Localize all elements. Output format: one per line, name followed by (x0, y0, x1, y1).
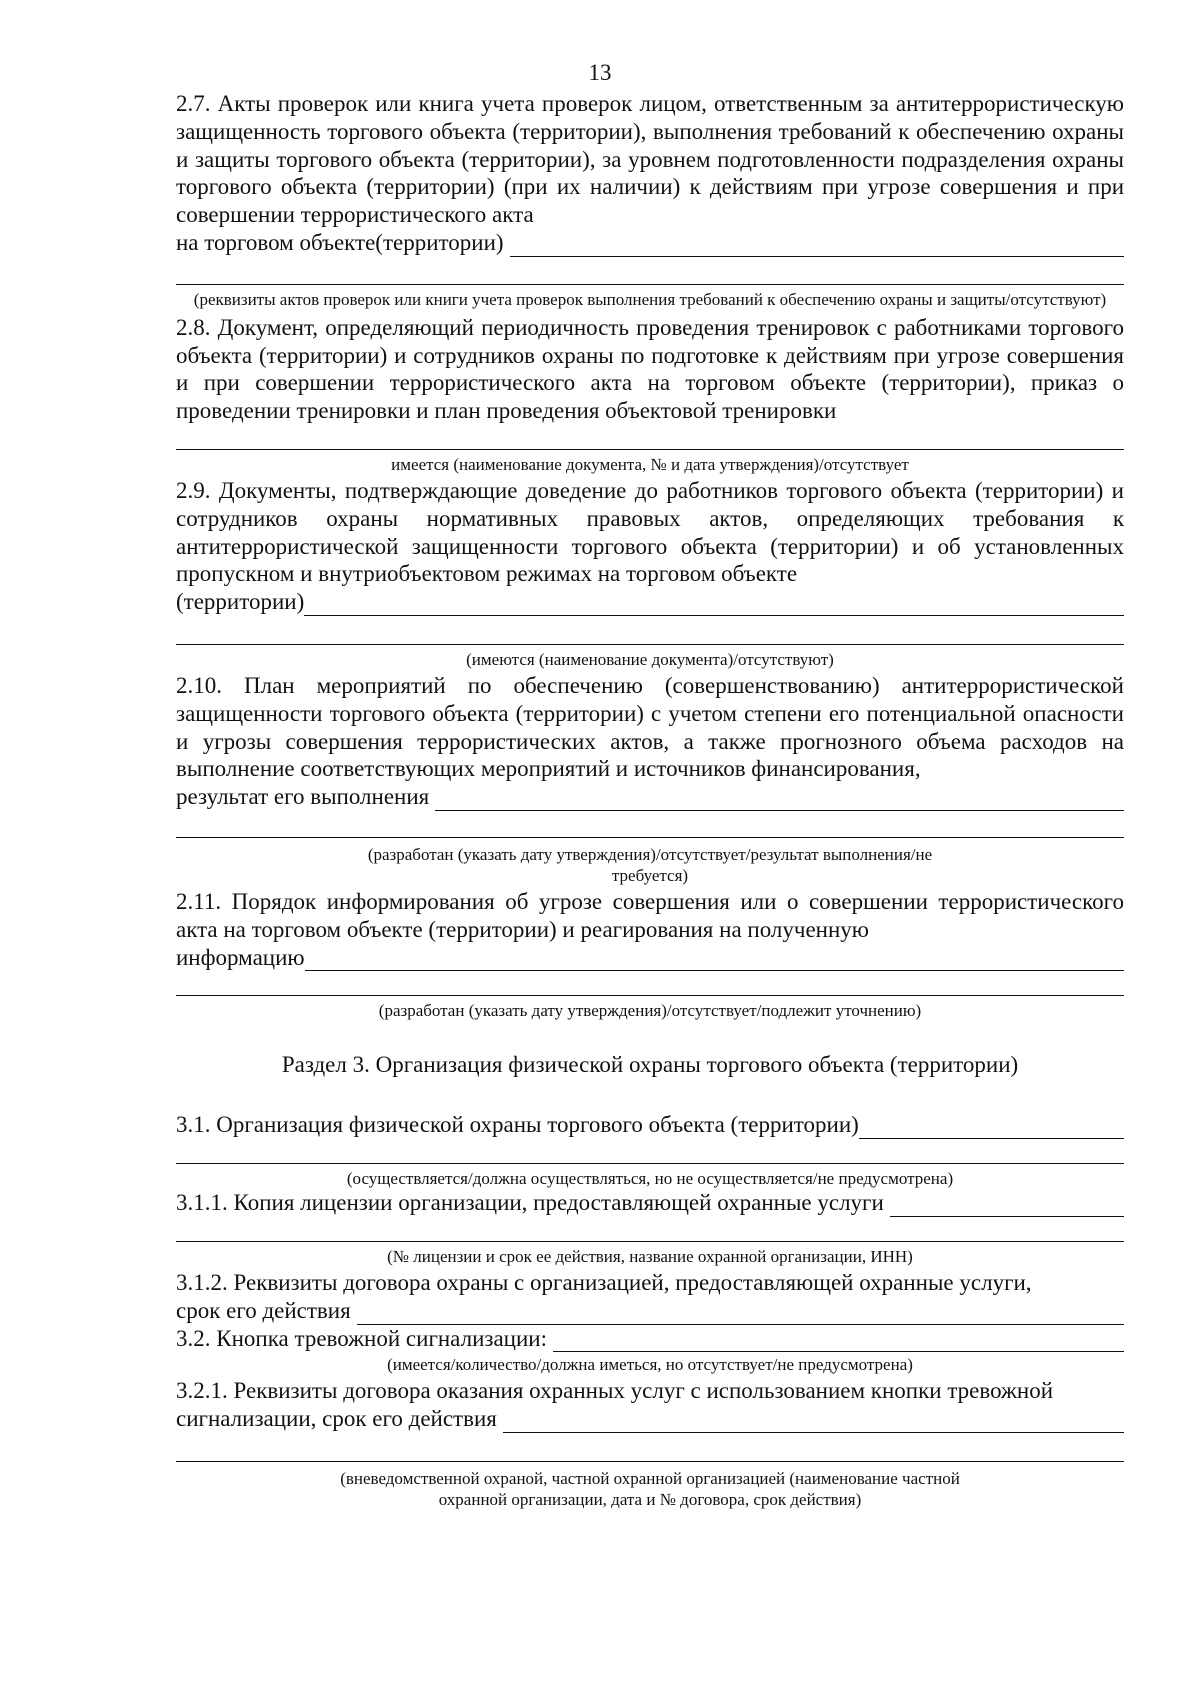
item-2-10-caption: (разработан (указать дату утверждения)/отсутствует/результат выполнения/не требуется) (367, 844, 933, 885)
item-2-8-text: 2.8. Документ, определяющий периодичность проведения тренировок с работниками торгового объекта (территории) и сотрудников охраны по подготовке к действиям при угрозе совершения и при совершении террористического акта на торговом объекте (территории), приказ о проведении тренировки и план проведения объектовой тренировки (176, 314, 1124, 424)
item-2-11-blank (305, 950, 1124, 971)
item-3-2-caption: (имеется/количество/должна иметься, но отсутствует/не предусмотрена) (387, 1355, 913, 1375)
item-3-2-tail (176, 1325, 1124, 1353)
page-number: 13 (588, 60, 612, 85)
item-3-2-1-text: 3.2.1. Реквизиты договора оказания охранных услуг с использованием кнопки тревожной (176, 1378, 1054, 1404)
item-3-2-1-caption: (вневедомственной охраной, частной охранной организацией (наименование частной охранной организации, дата и № договора, срок действия) (340, 1468, 960, 1509)
item-3-1-blank (859, 1118, 1124, 1139)
item-2-8-rule (176, 449, 1124, 450)
document-body (176, 90, 1124, 1510)
item-2-9-caption: (имеются (наименование документа)/отсутствуют) (466, 649, 834, 669)
item-2-7-rule (176, 284, 1124, 285)
item-2-10-tail-label: результат его выполнения (176, 784, 430, 810)
item-2-7-blank (510, 236, 1124, 257)
item-3-1-tail (176, 1111, 1124, 1139)
item-2-11-tail (176, 944, 1124, 972)
item-2-11-rule (176, 995, 1124, 996)
item-2-11-caption: (разработан (указать дату утверждения)/отсутствует/подлежит уточнению) (378, 1001, 922, 1021)
item-3-2-1-tail-label: сигнализации, срок его действия (176, 1406, 497, 1432)
item-3-1-1-tail (176, 1189, 1124, 1217)
item-2-7-caption: (реквизиты актов проверок или книги учета проверок выполнения требований к обеспечению охраны и защиты/отсутствуют) (193, 289, 1107, 309)
item-3-2-1-tail (176, 1405, 1124, 1433)
item-3-1-1-caption: (№ лицензии и срок ее действия, название охранной организации, ИНН) (387, 1246, 913, 1266)
item-2-9-rule (176, 644, 1124, 645)
item-2-9-tail (176, 588, 1124, 616)
section-3-heading: Раздел 3. Организация физической охраны торгового объекта (территории) (281, 1052, 1019, 1078)
item-2-9-text: 2.9. Документы, подтверждающие доведение до работников торгового объекта (территории) и сотрудников охраны нормативных правовых актов, определяющих требования к антитеррористической защищенности торгового объекта (территории) и об установленных пропускном и внутриобъектовом режимах на торговом объекте (176, 477, 1124, 587)
item-2-9-tail-label: (территории) (176, 589, 305, 615)
item-2-11-tail-label: информацию (176, 944, 305, 970)
item-3-1-2-blank (357, 1304, 1124, 1325)
item-3-2-1-blank (503, 1412, 1124, 1433)
item-3-1-2-text: 3.1.2. Реквизиты договора охраны с организацией, предоставляющей охранные услуги, (176, 1269, 1032, 1295)
item-3-1-tail-label: 3.1. Организация физической охраны торгового объекта (территории) (176, 1112, 859, 1138)
item-3-1-caption: (осуществляется/должна осуществляться, но не осуществляется/не предусмотрена) (346, 1169, 954, 1189)
item-3-2-1-rule (176, 1461, 1124, 1462)
item-2-9-blank (304, 595, 1124, 616)
item-2-7-tail (176, 229, 1124, 257)
item-2-10-text: 2.10. План мероприятий по обеспечению (совершенствованию) антитеррористической защищенности торгового объекта (территории) с учетом степени его потенциальной опасности и угрозы совершения террористических актов, а также прогнозного объема расходов на выполнение соответствующих мероприятий и источников финансирования, (176, 672, 1124, 782)
item-2-10-rule (176, 837, 1124, 838)
item-2-10-tail (176, 783, 1124, 811)
item-3-1-2-tail (176, 1297, 1124, 1325)
item-2-10-blank (435, 790, 1124, 811)
item-2-11-text: 2.11. Порядок информирования об угрозе совершения или о совершении террористического акта на торговом объекте (территории) и реагирования на полученную (176, 888, 1124, 942)
item-3-1-1-blank (890, 1196, 1124, 1217)
item-3-1-1-tail-label: 3.1.1. Копия лицензии организации, предоставляющей охранные услуги (176, 1190, 884, 1216)
item-2-7-tail-label: на торговом объекте(территории) (176, 229, 504, 255)
item-3-2-tail-label: 3.2. Кнопка тревожной сигнализации: (176, 1325, 547, 1351)
item-3-1-2-tail-label: срок его действия (176, 1297, 351, 1323)
item-3-1-1-rule (176, 1241, 1124, 1242)
item-3-1-rule (176, 1163, 1124, 1164)
item-2-7-text: 2.7. Акты проверок или книга учета проверок лицом, ответственным за антитеррористическую защищенность торгового объекта (территории), выполнения требований к обеспечению охраны и защиты торгового объекта (территории), за уровнем подготовленности подразделения охраны торгового объекта (территории) (при их наличии) к действиям при угрозе совершения и при совершении террористического акта (176, 91, 1124, 228)
item-2-8-caption: имеется (наименование документа, № и дата утверждения)/отсутствует (391, 454, 909, 474)
item-3-2-blank (553, 1331, 1124, 1352)
